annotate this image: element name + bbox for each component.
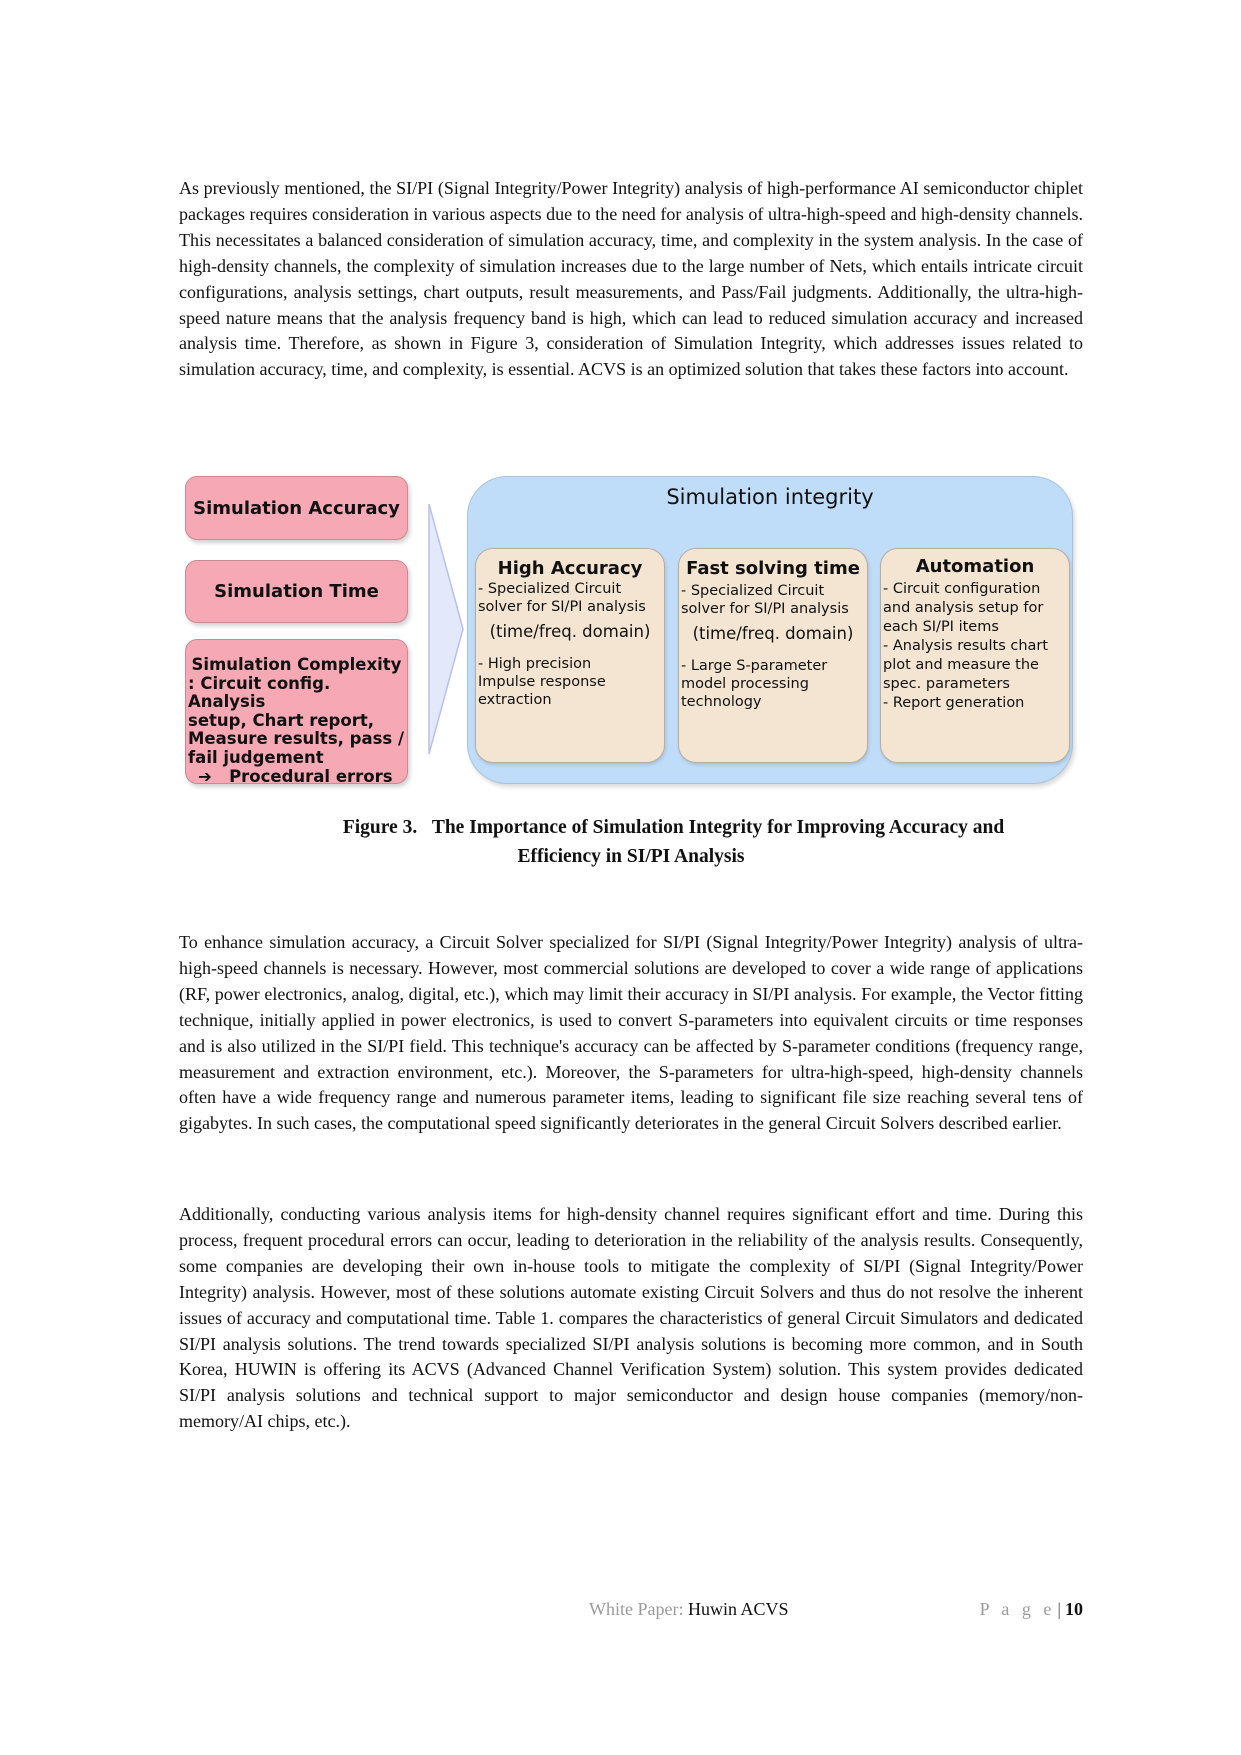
- simulation-accuracy-label: Simulation Accuracy: [193, 497, 400, 519]
- complexity-line: setup, Chart report,: [188, 710, 374, 730]
- card-domain: (time/freq. domain): [489, 622, 651, 641]
- card-line: - Analysis results chart: [883, 638, 1049, 654]
- simulation-integrity-panel: [467, 476, 1073, 784]
- simulation-complexity-box: [185, 639, 408, 784]
- footer-page-number: [980, 1599, 1083, 1620]
- card-line: - Report generation: [883, 695, 1025, 711]
- card-line: each SI/PI items: [883, 619, 999, 635]
- panel-title: Simulation integrity: [666, 485, 874, 509]
- card-line: technology: [681, 694, 762, 710]
- card-title: High Accuracy: [497, 558, 643, 579]
- card-line: model processing: [681, 676, 809, 692]
- procedural-errors-label: Procedural errors: [229, 767, 393, 786]
- card-line: - Large S-parameter: [681, 658, 828, 674]
- figure-caption: [179, 813, 1083, 871]
- complexity-line: fail judgement: [188, 747, 324, 767]
- card-domain: (time/freq. domain): [692, 624, 854, 643]
- card-line: - Specialized Circuit: [681, 583, 825, 599]
- caption-line2: Efficiency in SI/PI Analysis: [517, 846, 745, 867]
- caption-line1: The Importance of Simulation Integrity for Improving Accuracy and: [431, 817, 1005, 838]
- card-line: - Specialized Circuit: [478, 581, 622, 597]
- page-label: P a g e: [979, 1599, 1056, 1619]
- card-line: solver for SI/PI analysis: [478, 599, 646, 615]
- card-line: - Circuit configuration: [883, 581, 1041, 597]
- card-line: Impulse response: [478, 674, 606, 690]
- page-footer: [0, 1599, 1241, 1629]
- card-line: plot and measure the: [883, 657, 1039, 673]
- automation-card: [880, 548, 1070, 763]
- big-arrow-icon: [425, 504, 465, 754]
- card-line: and analysis setup for: [883, 600, 1044, 616]
- figure-simulation-integrity: [185, 476, 1075, 786]
- footer-title: Huwin ACVS: [687, 1599, 789, 1619]
- procedural-errors-line: [188, 768, 405, 787]
- caption-label: Figure 3.: [342, 817, 418, 838]
- complexity-line: Measure results, pass /: [188, 729, 405, 748]
- fast-solving-time-card: [678, 548, 868, 763]
- paragraph-accuracy: To enhance simulation accuracy, a Circuit Solver specialized for SI/PI (Signal Integrity/Power Integrity) analysis of ultra-high-speed channels is necessary. However, most commercial solutions are developed to cover a wide range of applications (RF, power electronics, analog, digital, etc.), which may limit their accuracy in SI/PI analysis. For example, the Vector fitting technique, initially applied in power electronics, is used to convert S-parameters into equivalent circuits or time responses and is also utilized in the SI/PI field. This technique's accuracy can be affected by S-parameter conditions (frequency range, measurement and extraction environment, etc.). Moreover, the S-parameters for ultra-high-speed, high-density channels often have a wide frequency range and numerous parameter items, leading to significant file size reaching several tens of gigabytes. In such cases, the computational speed significantly deteriorates in the general Circuit Solvers described earlier.: [179, 932, 1083, 1134]
- paragraph-intro: As previously mentioned, the SI/PI (Signal Integrity/Power Integrity) analysis of high-performance AI semiconductor chiplet packages requires consideration in various aspects due to the need for analysis of ultra-high-speed and high-density channels. This necessitates a balanced consideration of simulation accuracy, time, and complexity in the system analysis. In the case of high-density channels, the complexity of simulation increases due to the large number of Nets, which entails intricate circuit configurations, analysis settings, chart outputs, result measurements, and Pass/Fail judgments. Additionally, the ultra-high-speed nature means that the analysis frequency band is high, which can lead to reduced simulation accuracy and increased analysis time. Therefore, as shown in Figure 3, consideration of Simulation Integrity, which addresses issues related to simulation accuracy, time, and complexity, is essential. ACVS is an optimized solution that takes these factors into account.: [179, 178, 1083, 380]
- page-number: 10: [1065, 1599, 1083, 1619]
- card-line: spec. parameters: [883, 676, 1010, 692]
- simulation-time-label: Simulation Time: [214, 581, 379, 602]
- right-arrow-icon: ➔: [198, 767, 212, 786]
- card-title: Automation: [915, 556, 1035, 577]
- simulation-time-box: [185, 560, 408, 623]
- card-title: Fast solving time: [686, 558, 860, 579]
- footer-document-title: [589, 1599, 789, 1620]
- complexity-line: : Circuit config. Analysis: [188, 673, 331, 711]
- page-separator: |: [1057, 1599, 1061, 1619]
- high-accuracy-card: [475, 548, 665, 763]
- simulation-accuracy-box: [185, 476, 408, 540]
- card-line: solver for SI/PI analysis: [681, 601, 849, 617]
- card-line: extraction: [478, 692, 552, 708]
- card-line: - High precision: [478, 656, 592, 672]
- footer-prefix: White Paper:: [589, 1599, 688, 1619]
- paragraph-procedural: Additionally, conducting various analysis items for high-density channel requires significant effort and time. During this process, frequent procedural errors can occur, leading to deterioration in the reliability of the analysis results. Consequently, some companies are developing their own in-house tools to mitigate the complexity of SI/PI (Signal Integrity/Power Integrity) analysis. However, most of these solutions automate existing Circuit Solvers and thus do not resolve the inherent issues of accuracy and computational time. Table 1. compares the characteristics of general Circuit Simulators and dedicated SI/PI analysis solutions. The trend towards specialized SI/PI analysis solutions is becoming more common, and in South Korea, HUWIN is offering its ACVS (Advanced Channel Verification System) solution. This system provides dedicated SI/PI analysis solutions and technical support to major semiconductor and design house companies (memory/non-memory/AI chips, etc.).: [179, 1204, 1083, 1432]
- simulation-complexity-title: Simulation Complexity: [191, 655, 402, 674]
